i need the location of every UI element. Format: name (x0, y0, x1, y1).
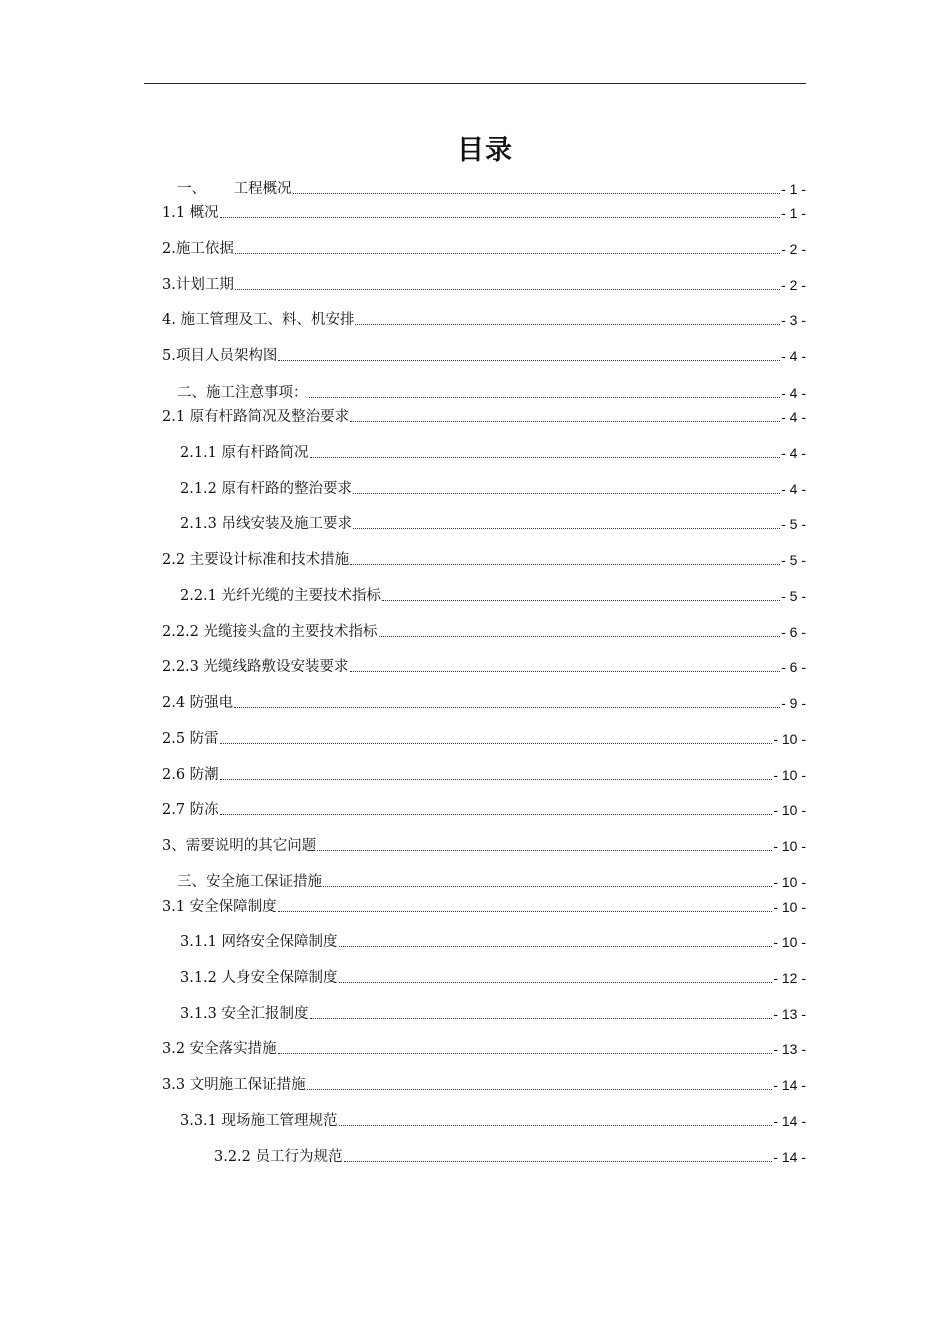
toc-entry-label: 3.1 安全保障制度 (162, 899, 277, 915)
toc-leader-dots (353, 528, 780, 529)
toc-entry[interactable] (177, 380, 806, 402)
toc-entry-label: 2.6 防潮 (162, 767, 219, 783)
toc-entry-page-number: - 13 - (773, 1006, 806, 1022)
toc-entry[interactable] (177, 869, 806, 891)
toc-entry[interactable] (162, 236, 806, 258)
toc-leader-dots (235, 289, 780, 290)
toc-leader-dots (339, 982, 773, 983)
toc-entry[interactable] (180, 511, 806, 533)
toc-leader-dots (379, 636, 781, 637)
toc-entry-label: 三、安全施工保证措施 (177, 874, 322, 890)
toc-leader-dots (307, 1089, 773, 1090)
toc-entry-label: 二、施工注意事项： (177, 385, 308, 401)
toc-entry-label: 3.3.1 现场施工管理规范 (180, 1113, 338, 1129)
toc-leader-dots (220, 779, 773, 780)
toc-entry-label: 2.4 防强电 (162, 695, 234, 711)
toc-leader-dots (339, 1125, 773, 1126)
toc-entry-page-number: - 10 - (773, 874, 806, 890)
toc-leader-dots (350, 421, 780, 422)
toc-entry[interactable] (180, 1108, 806, 1130)
toc-leader-dots (220, 743, 773, 744)
toc-entry[interactable] (162, 894, 806, 916)
toc-entry[interactable] (162, 547, 806, 569)
toc-leader-dots (309, 397, 781, 398)
toc-entry-label: 2.5 防雷 (162, 731, 219, 747)
toc-entry[interactable] (180, 583, 806, 605)
toc-entry[interactable] (162, 654, 806, 676)
toc-leader-dots (310, 457, 781, 458)
toc-leader-dots (220, 814, 773, 815)
toc-entry-label: 5.项目人员架构图 (162, 348, 278, 364)
toc-entry[interactable] (162, 619, 806, 641)
toc-entry[interactable] (162, 726, 806, 748)
toc-entry-page-number: - 14 - (773, 1113, 806, 1129)
toc-entry-label: 2.2.2 光缆接头盒的主要技术指标 (162, 624, 378, 640)
toc-entry-page-number: - 5 - (781, 588, 806, 604)
toc-entry[interactable] (162, 200, 806, 222)
toc-entry[interactable] (180, 965, 806, 987)
toc-entry-page-number: - 6 - (781, 659, 806, 675)
toc-leader-dots (278, 360, 780, 361)
toc-entry-label: 4. 施工管理及工、料、机安排 (162, 312, 355, 328)
toc-entry-page-number: - 10 - (773, 802, 806, 818)
toc-entry[interactable] (177, 176, 806, 198)
toc-entry-label: 3.计划工期 (162, 277, 234, 293)
toc-entry-page-number: - 1 - (781, 205, 806, 221)
toc-entry-label: 3、需要说明的其它问题 (162, 838, 317, 854)
toc-entry-label: 2.2.3 光缆线路敷设安装要求 (162, 659, 349, 675)
toc-entry-page-number: - 10 - (773, 934, 806, 950)
toc-entry[interactable] (180, 440, 806, 462)
toc-leader-dots (317, 850, 772, 851)
toc-entry-page-number: - 10 - (773, 838, 806, 854)
toc-entry-page-number: - 14 - (773, 1077, 806, 1093)
toc-leader-dots (278, 1053, 773, 1054)
toc-entry-label: 2.1.3 吊线安装及施工要求 (180, 516, 353, 532)
toc-entry-label: 3.2.2 员工行为规范 (214, 1149, 343, 1165)
toc-entry[interactable] (162, 690, 806, 712)
toc-entry-label: 一、 工程概况 (177, 181, 292, 197)
toc-entry-page-number: - 12 - (773, 970, 806, 986)
toc-entry-page-number: - 6 - (781, 624, 806, 640)
toc-leader-dots (350, 671, 781, 672)
toc-entry-page-number: - 4 - (781, 385, 806, 401)
toc-leader-dots (323, 886, 772, 887)
toc-entry-page-number: - 5 - (781, 552, 806, 568)
toc-leader-dots (355, 324, 780, 325)
toc-entry-label: 2.1 原有杆路简况及整治要求 (162, 409, 350, 425)
toc-entry-label: 1.1 概况 (162, 205, 219, 221)
toc-entry[interactable] (180, 929, 806, 951)
toc-entry[interactable] (162, 1072, 806, 1094)
toc-leader-dots (310, 1018, 773, 1019)
toc-entry-label: 2.2 主要设计标准和技术措施 (162, 552, 350, 568)
toc-entry-page-number: - 14 - (773, 1149, 806, 1165)
toc-leader-dots (350, 564, 780, 565)
toc-entry-page-number: - 10 - (773, 899, 806, 915)
toc-entry[interactable] (214, 1144, 806, 1166)
toc-entry-label: 3.2 安全落实措施 (162, 1041, 277, 1057)
toc-leader-dots (235, 253, 780, 254)
toc-entry-label: 3.1.2 人身安全保障制度 (180, 970, 338, 986)
toc-leader-dots (353, 493, 780, 494)
toc-entry-page-number: - 10 - (773, 767, 806, 783)
toc-entry[interactable] (162, 762, 806, 784)
toc-entry-page-number: - 9 - (781, 695, 806, 711)
toc-entry-page-number: - 4 - (781, 348, 806, 364)
toc-entry[interactable] (162, 404, 806, 426)
toc-entry[interactable] (180, 1001, 806, 1023)
toc-entry[interactable] (162, 343, 806, 365)
toc-entry-label: 3.1.1 网络安全保障制度 (180, 934, 338, 950)
toc-entry-label: 2.施工依据 (162, 241, 234, 257)
toc-leader-dots (234, 707, 780, 708)
toc-entry-page-number: - 3 - (781, 312, 806, 328)
toc-entry-label: 2.1.1 原有杆路简况 (180, 445, 309, 461)
toc-leader-dots (344, 1161, 773, 1162)
toc-entry-label: 3.3 文明施工保证措施 (162, 1077, 306, 1093)
toc-leader-dots (339, 946, 773, 947)
toc-leader-dots (382, 600, 780, 601)
toc-entry-label: 2.2.1 光纤光缆的主要技术指标 (180, 588, 382, 604)
toc-entry-page-number: - 2 - (781, 277, 806, 293)
toc-entry-page-number: - 2 - (781, 241, 806, 257)
toc-entry-page-number: - 5 - (781, 516, 806, 532)
toc-entry-label: 2.1.2 原有杆路的整治要求 (180, 481, 353, 497)
toc-entry[interactable] (162, 833, 806, 855)
toc-leader-dots (293, 193, 780, 194)
toc-leader-dots (220, 217, 780, 218)
toc-title: 目录 (457, 135, 513, 166)
toc-entry-page-number: - 4 - (781, 409, 806, 425)
toc-entry-label: 3.1.3 安全汇报制度 (180, 1006, 309, 1022)
toc-entry-page-number: - 1 - (781, 181, 806, 197)
toc-entry[interactable] (162, 307, 806, 329)
toc-entry[interactable] (162, 272, 806, 294)
toc-entry[interactable] (180, 476, 806, 498)
toc-entry-page-number: - 13 - (773, 1041, 806, 1057)
toc-entry-page-number: - 4 - (781, 445, 806, 461)
toc-leader-dots (278, 911, 773, 912)
toc-entry-label: 2.7 防冻 (162, 802, 219, 818)
toc-entry[interactable] (162, 1036, 806, 1058)
toc-entry-page-number: - 4 - (781, 481, 806, 497)
toc-entry-page-number: - 10 - (773, 731, 806, 747)
toc-entry[interactable] (162, 797, 806, 819)
